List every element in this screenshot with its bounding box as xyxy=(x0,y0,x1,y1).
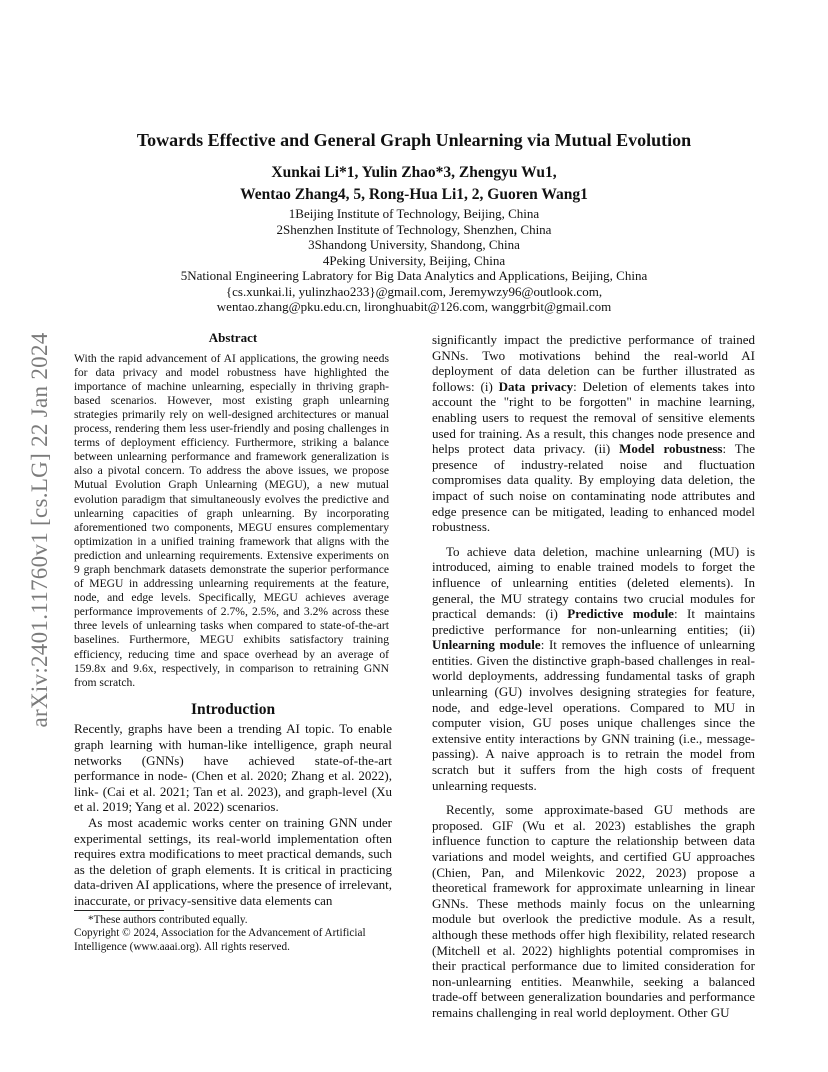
abstract-text: With the rapid advancement of AI applications, the growing needs for data privacy and model robustness have highlighted the importance of machine unlearning, especially in thriving graph-based scenarios. However, most existing graph unlearning strategies primarily rely on well-designed architectures or manual process, rendering them less user-friendly and posing challenges in terms of deployment efficiency. Furthermore, striking a balance between unlearning performance and framework generalization is also a pivotal concern. To address the above issues, we propose Mutual Evolution Graph Unlearning (MEGU), a new mutual evolution paradigm that simultaneously evolves the predictive and unlearning capacities of graph unlearning. By incorporating aforementioned two components, MEGU ensures complementary optimization in a unified training framework that aligns with the prediction and unlearning requirements. Extensive experiments on 9 graph benchmark datasets demonstrate the superior performance of MEGU in addressing unlearning requirements at the feature, node, and edge levels. Specifically, MEGU achieves average performance improvements of 2.7%, 2.5%, and 3.2% across these three levels of unlearning tasks when compared to state-of-the-art baselines. Furthermore, MEGU exhibits satisfactory training efficiency, reducing time and space overhead by an average of 159.8x and 9.6x, respectively, in comparison to retraining GNN from scratch. xyxy=(74,351,389,689)
authors-line-1: Xunkai Li*1, Yulin Zhao*3, Zhengyu Wu1, xyxy=(271,164,557,181)
bold-term-data-privacy: Data privacy xyxy=(498,378,574,394)
text-run: : It removes the influence of unlearning entities. Given the distinctive graph-based challenges in real-world deployments, addressing fundamental tasks of graph unlearning (GU) involves designing strategies for feature, node, and edge-level operations. Compared to MU in computer vision, GU poses unique challenges since the extensive entity interactions by GNN training (i.e., message-passing). A naive approach is to retrain the model from scratch but it suffers from the high costs of frequent unlearning requests. xyxy=(432,637,755,793)
text-run: significantly impact the predictive performance of trained GNNs. Two motivations behind the real-world AI deployment of data deletion can be further illustrated as follows: (i) xyxy=(432,332,755,394)
affiliation-1: 1Beijing Institute of Technology, Beijing, China xyxy=(288,206,540,221)
authors-line-2: Wentao Zhang4, 5, Rong-Hua Li1, 2, Guoren Wang1 xyxy=(240,186,588,203)
intro-paragraph-2: As most academic works center on training GNN under experimental settings, its real-world implementation often requires extra modifications to meet practical demands, such as the deletion of graph elements. It is critical in practicing data-driven AI applications, where the presence of irrelevant, inaccurate, or privacy-sensitive data elements can xyxy=(74,815,392,908)
bold-term-model-robustness: Model robustness xyxy=(619,441,723,457)
text-run: : Deletion of elements takes into account the "right to be forgotten" in machine learning, enabling users to request the removal of sensitive elements used for training. As a result, this changes node presence and helps protect data privacy. (ii) xyxy=(432,378,755,457)
arxiv-sidebar xyxy=(22,290,58,770)
email-line-1: {cs.xunkai.li, yulinzhao233}@gmail.com, Jeremywzy96@outlook.com, xyxy=(225,283,603,299)
footnote-divider xyxy=(74,910,164,911)
intro-paragraph-1: Recently, graphs have been a trending AI topic. To enable graph learning with human-like intelligence, graph neural networks (GNNs) have achieved state-of-the-art performance in node- (Chen et al. 2020; Zhang et al. 2022), link- (Cai et al. 2021; Tan et al. 2023), and graph-level (Xu et al. 2019; Yang et al. 2022) scenarios. xyxy=(74,721,392,815)
abstract-heading: Abstract xyxy=(208,330,258,345)
affiliation-4: 4Peking University, Beijing, China xyxy=(322,252,506,268)
bold-term-predictive-module: Predictive module xyxy=(567,606,674,622)
right-paragraph-2 xyxy=(432,544,755,794)
paper-title: Towards Effective and General Graph Unlearning via Mutual Evolution xyxy=(136,130,692,150)
affiliation-3: 3Shandong University, Shandong, China xyxy=(308,237,520,252)
author-list xyxy=(74,162,754,206)
right-column xyxy=(432,332,755,1021)
affiliation-5: 5National Engineering Labratory for Big Data Analytics and Applications, Beijing, China xyxy=(180,268,648,283)
introduction-heading: Introduction xyxy=(190,700,276,718)
affiliation-2: 2Shenzhen Institute of Technology, Shenzhen, China xyxy=(276,221,552,237)
bold-term-unlearning-module: Unlearning module xyxy=(432,637,541,653)
affiliations xyxy=(74,206,754,315)
footnotes xyxy=(74,914,392,954)
copyright-notice: Copyright © 2024, Association for the Advancement of Artificial Intelligence (www.aaai.org). All rights reserved. xyxy=(74,927,366,953)
email-line-2: wentao.zhang@pku.edu.cn, lironghuabit@126.com, wanggrbit@gmail.com xyxy=(216,299,612,314)
right-paragraph-1 xyxy=(432,332,755,535)
text-run: : The presence of industry-related noise and fluctuation compromises data quality. By employing data deletion, the impact of such noise on contaminating node attributes and edge presence can be mitigated, leading to enhanced model robustness. xyxy=(432,441,755,535)
text-run: To achieve data deletion, machine unlearning (MU) is introduced, aiming to enable trained models to forget the influence of unlearning entities (deleted elements). In general, the MU strategy contains two crucial modules for practical demands: (i) xyxy=(432,543,755,622)
text-run: : It maintains predictive performance for non-unlearning entities; (ii) xyxy=(432,606,756,637)
footnote-equal-contribution: *These authors contributed equally. xyxy=(88,914,248,926)
left-column xyxy=(74,330,392,909)
right-paragraph-3: Recently, some approximate-based GU methods are proposed. GIF (Wu et al. 2023) establishes the graph influence function to capture the relationship between data variations and model weights, and certified GU approaches (Chien, Pan, and Milenkovic 2022, 2023) propose a theoretical framework for approximate unlearning in linear GNNs. These methods mainly focus on the unlearning module but overlook the predictive module. As a result, although these methods offer high flexibility, related research (Mitchell et al. 2022) highlights potential compromises in their practical performance due to limited consideration for non-unlearning entities. Meanwhile, seeking a balanced trade-off between generalization boundaries and performance remains challenging in real world deployment. Other GU xyxy=(432,802,755,1020)
arxiv-identifier: arXiv:2401.11760v1 [cs.LG] 22 Jan 2024 xyxy=(27,332,52,728)
